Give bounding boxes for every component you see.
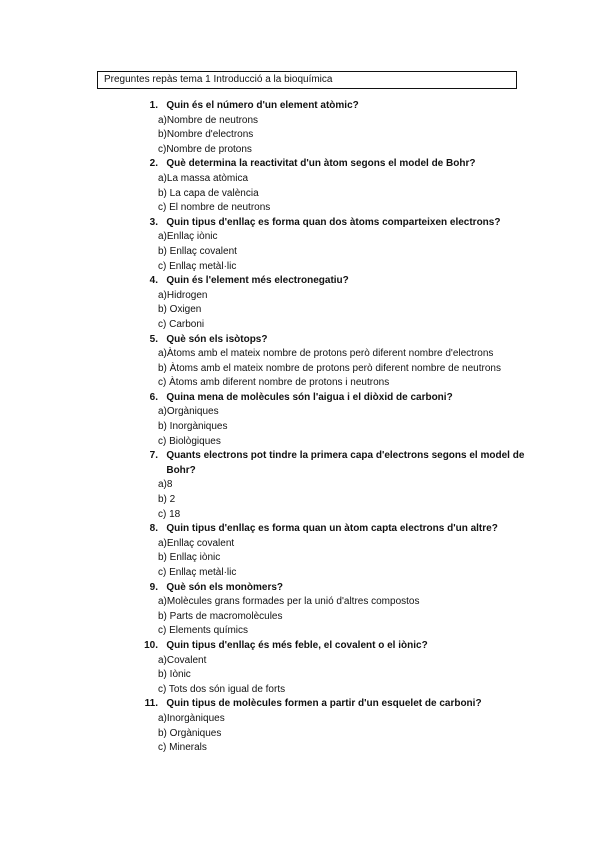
answer-option: a)Àtoms amb el mateix nombre de protons però diferent nombre d'electrons <box>158 348 494 360</box>
answer-option: b) La capa de valència <box>158 187 259 199</box>
question-text: Quin és el número d'un element atòmic? <box>166 100 359 111</box>
answer-option: c) Enllaç metàl·lic <box>158 260 237 272</box>
answer-option: a)Enllaç iònic <box>158 231 218 243</box>
question-number: 2. <box>149 158 158 170</box>
question-item <box>131 697 531 755</box>
answer-option: c) Minerals <box>158 742 207 754</box>
answer-option: c) Àtoms amb diferent nombre de protons i neutrons <box>158 377 390 389</box>
answer-option: b) Àtoms amb el mateix nombre de protons però diferent nombre de neutrons <box>158 362 501 374</box>
question-item <box>131 639 531 697</box>
answer-option: b) Enllaç covalent <box>158 245 237 257</box>
answer-option: b) Orgàniques <box>158 727 222 739</box>
answer-option: a)Enllaç covalent <box>158 537 235 549</box>
question-number: 11. <box>144 698 158 710</box>
answer-option: c) Tots dos són igual de forts <box>158 683 286 695</box>
answer-option: b) Inorgàniques <box>158 421 228 433</box>
question-number: 5. <box>149 333 158 345</box>
answer-option: a)Nombre de neutrons <box>158 114 259 126</box>
question-number: 9. <box>149 581 158 593</box>
question-number: 1. <box>149 100 158 111</box>
question-number: 10. <box>144 639 158 651</box>
question-text: Què són els monòmers? <box>166 581 284 593</box>
question-number: 8. <box>149 523 158 535</box>
answer-option: b)Nombre d'electrons <box>158 129 254 141</box>
answer-option: c) Elements químics <box>158 625 249 637</box>
document-title: Preguntes repàs tema 1 Introducció a la bioquímica <box>97 71 517 89</box>
question-text: Què són els isòtops? <box>166 333 268 345</box>
question-item <box>131 522 531 580</box>
answer-option: c) Enllaç metàl·lic <box>158 567 237 578</box>
question-text: Quina mena de molècules són l'aigua i el diòxid de carboni? <box>166 391 453 403</box>
question-item <box>131 333 531 391</box>
question-item <box>131 216 531 274</box>
question-number: 6. <box>149 391 158 403</box>
question-item <box>131 391 531 449</box>
question-item <box>131 99 531 157</box>
answer-option: c) 18 <box>158 508 181 520</box>
answer-option: b) Iònic <box>158 669 191 681</box>
question-number: 7. <box>149 450 158 462</box>
answer-option: c) El nombre de neutrons <box>158 202 271 214</box>
answer-option: a)La massa atòmica <box>158 172 249 184</box>
question-text: Quin tipus d'enllaç és més feble, el covalent o el iònic? <box>166 639 428 651</box>
question-text: Quin tipus d'enllaç es forma quan un àtom capta electrons d'un altre? <box>166 523 498 535</box>
question-text: Quin tipus de molècules formen a partir d'un esquelet de carboni? <box>166 698 482 710</box>
answer-option: b) Parts de macromolècules <box>158 610 283 622</box>
answer-option: c) Carboni <box>158 318 205 330</box>
question-item <box>131 581 531 639</box>
question-text: Quin tipus d'enllaç es forma quan dos àtoms comparteixen electrons? <box>166 216 501 228</box>
question-list <box>131 99 531 756</box>
question-text: Quin és l'element més electronegatiu? <box>166 275 349 287</box>
answer-option: b) Enllaç iònic <box>158 552 221 564</box>
answer-option: a)Hidrogen <box>158 289 208 301</box>
answer-option: c)Nombre de protons <box>158 143 252 155</box>
answer-option: b) Oxigen <box>158 304 202 316</box>
question-item <box>131 157 531 215</box>
answer-option: b) 2 <box>158 494 176 506</box>
question-number: 3. <box>149 216 158 228</box>
answer-option: a)8 <box>158 479 173 491</box>
question-text: Quants electrons pot tindre la primera capa d'electrons segons el model de Bohr? <box>166 450 525 476</box>
answer-option: a)Molècules grans formades per la unió d'altres compostos <box>158 596 420 608</box>
question-item <box>131 449 531 522</box>
question-number: 4. <box>149 275 158 287</box>
question-item <box>131 274 531 332</box>
answer-option: a)Inorgàniques <box>158 712 225 724</box>
answer-option: a)Orgàniques <box>158 406 219 418</box>
answer-option: c) Biològiques <box>158 435 221 447</box>
answer-option: a)Covalent <box>158 654 207 666</box>
question-text: Què determina la reactivitat d'un àtom segons el model de Bohr? <box>166 158 476 170</box>
